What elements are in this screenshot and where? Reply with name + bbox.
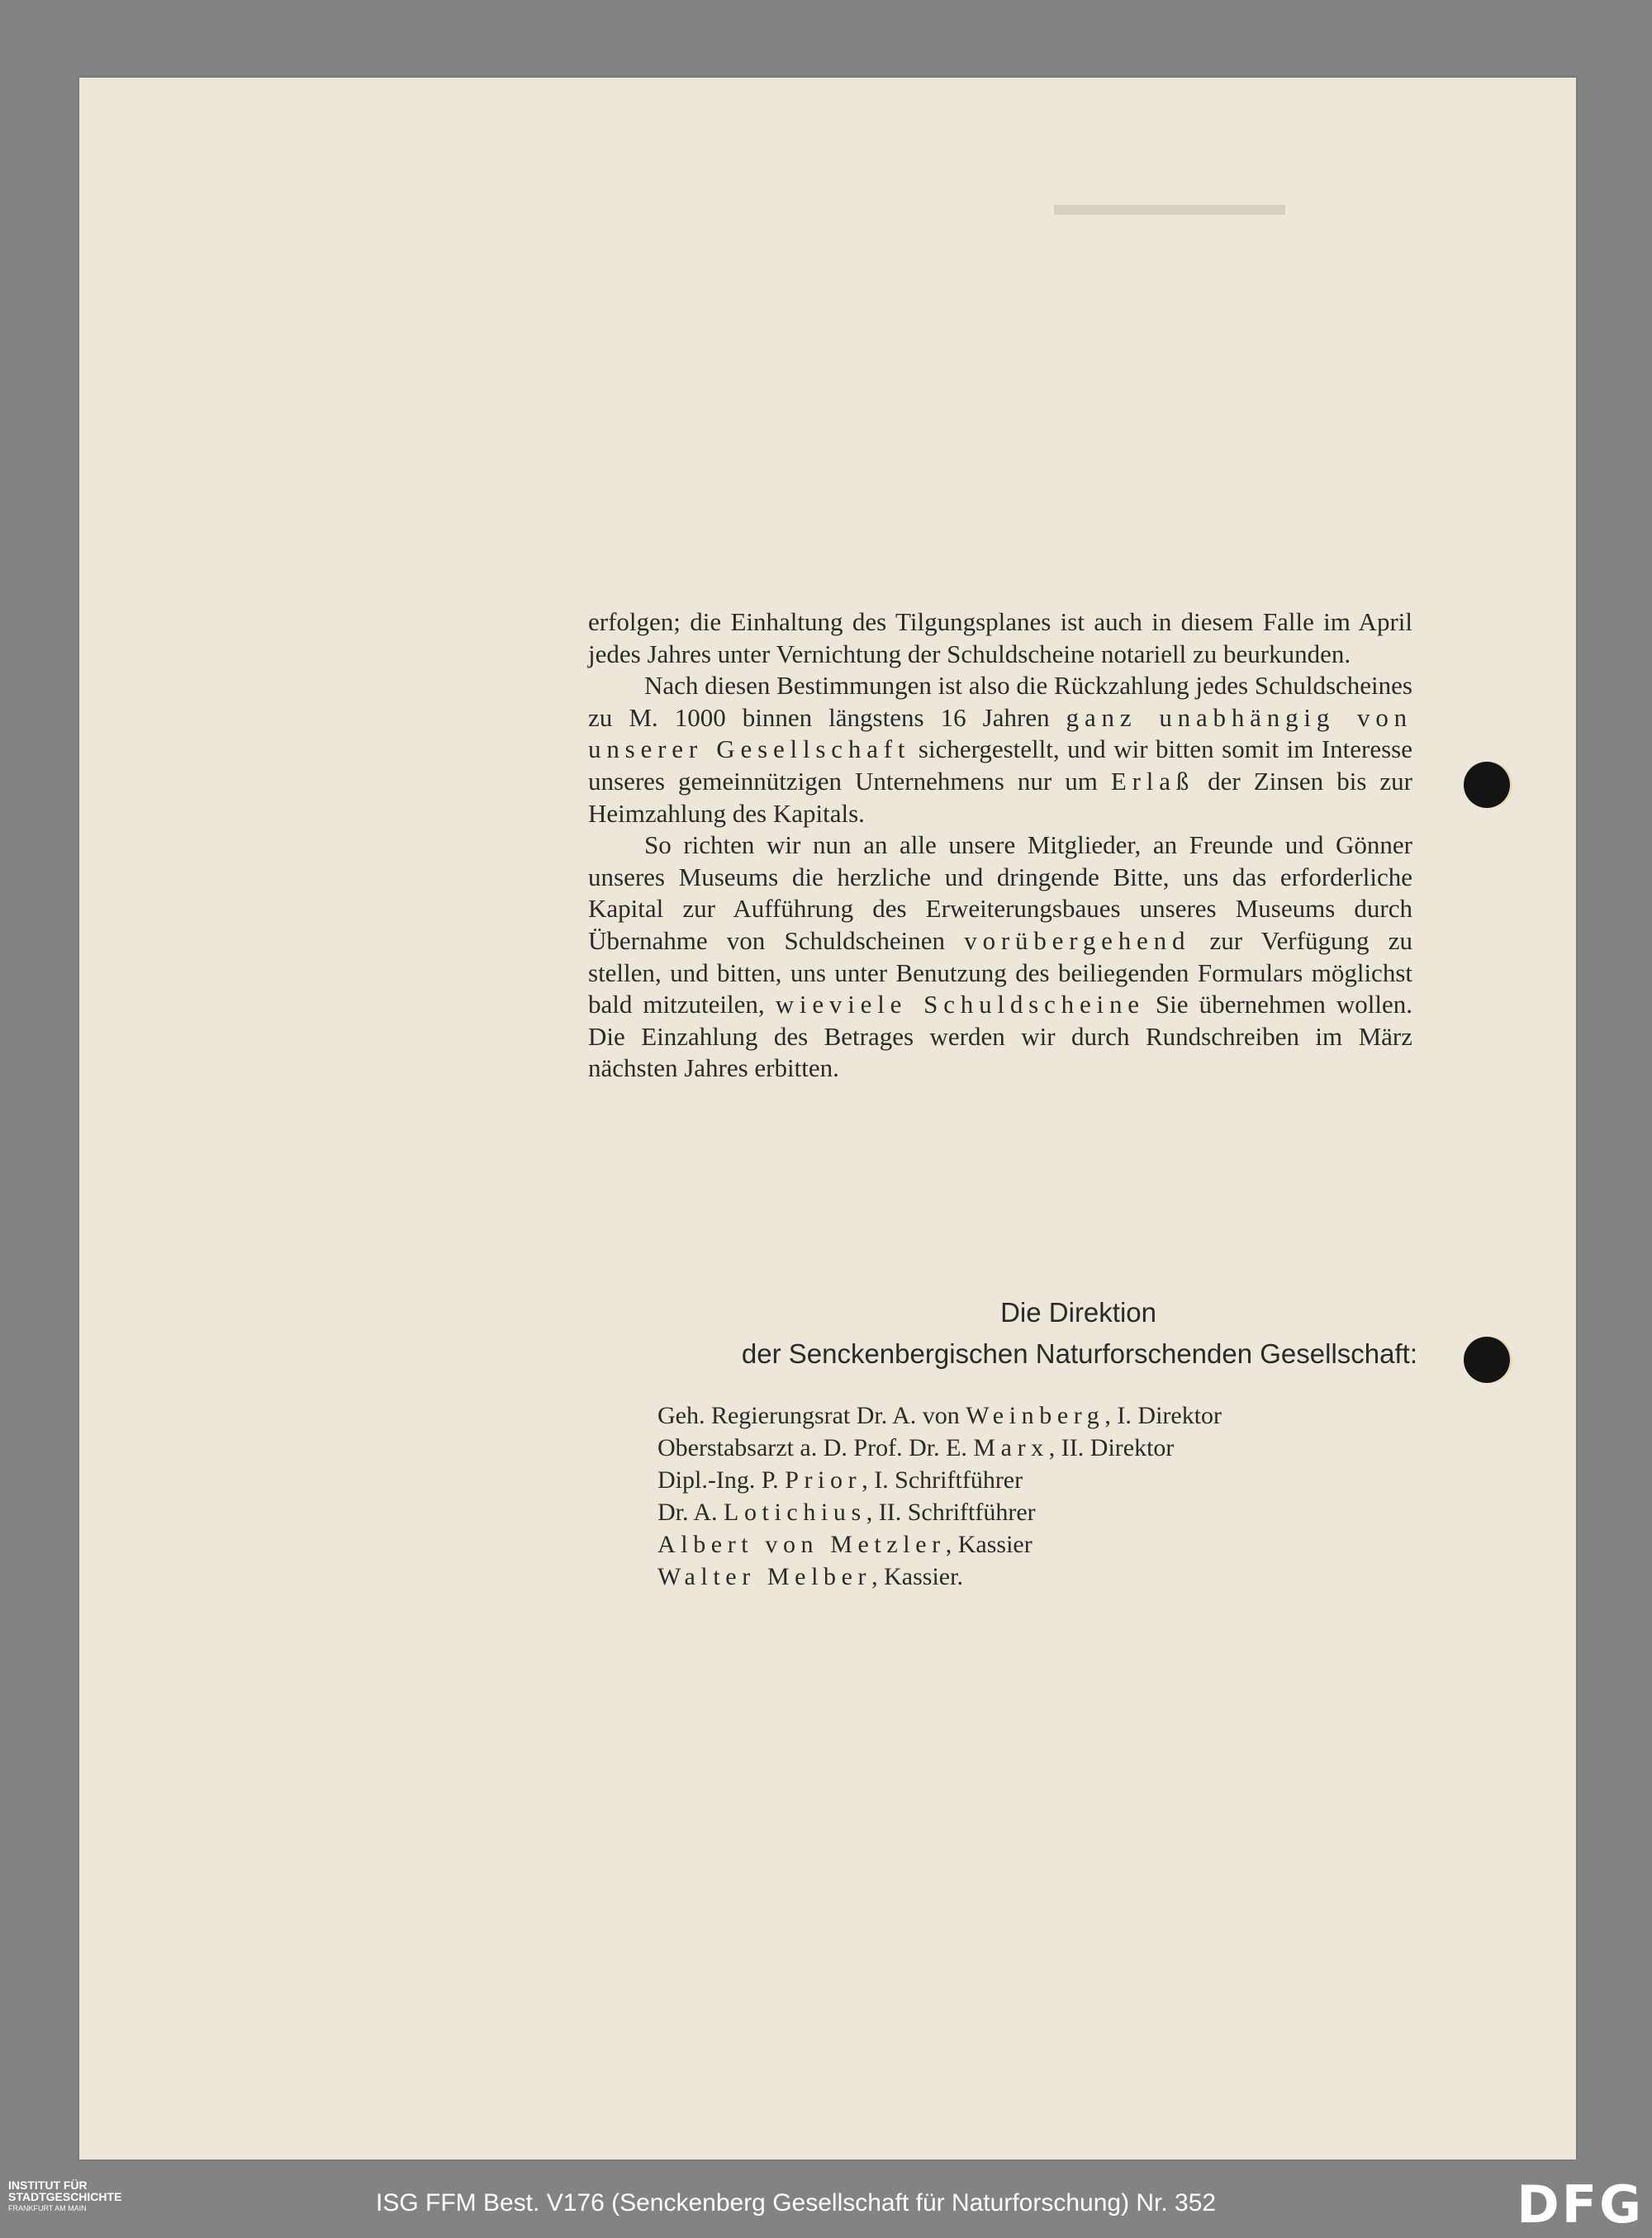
signatory-line: Geh. Regierungsrat Dr. A. von Weinberg, I. Direktor — [657, 1402, 1222, 1429]
inst-line-3: FRANKFURT AM MAIN — [8, 2204, 87, 2212]
document-page — [79, 78, 1576, 2160]
signatory-line: Dr. A. Lotichius, II. Schriftführer — [657, 1499, 1036, 1526]
punch-hole-bottom — [1464, 1337, 1510, 1383]
inst-line-2: STADTGESCHICHTE — [8, 2190, 122, 2203]
letter-body — [588, 606, 1412, 1085]
paragraph-2: Nach diesen Bestimmungen ist also die Rückzahlung jedes Schuldscheines zu M. 1000 binnen längstens 16 Jahren ganz unabhängig von unserer Gesellschaft sichergestellt, und wir bitten somit im Interesse unseres gemeinnützigen Unternehmens nur um Erlaß der Zinsen bis zur Heimzahlung des Kapitals. — [588, 671, 1413, 828]
signature-heading — [542, 1292, 1417, 1375]
punch-hole-top — [1464, 762, 1510, 808]
paragraph-3: So richten wir nun an alle unsere Mitglieder, an Freunde und Gönner unseres Museums die herzliche und dringende Bitte, uns das erforderliche Kapital zur Aufführung des Erweiterungsbaues unseres Museums durch Übernahme von Schuldscheinen vorübergehend zur Verfügung zu stellen, und bitten, uns unter Benutzung des beiliegenden Formulars möglichst bald mitzuteilen, wieviele Schuldscheine Sie übernehmen wollen. Die Einzahlung des Betrages werden wir durch Rundschreiben im März nächsten Jahres erbitten. — [588, 830, 1412, 1083]
bleed-through-letterhead: ▬▬▬▬▬▬▬ — [1054, 186, 1285, 222]
archive-citation: ISG FFM Best. V176 (Senckenberg Gesellschaft für Naturforschung) Nr. 352 — [376, 2189, 1217, 2217]
signatory-line: Walter Melber, Kassier. — [657, 1563, 963, 1590]
archive-footer — [0, 2171, 1652, 2238]
inst-line-1: INSTITUT FÜR — [8, 2179, 88, 2192]
heading-line-1: Die Direktion — [1000, 1297, 1156, 1328]
signatory-line: Dipl.-Ing. P. Prior, I. Schriftführer — [657, 1466, 1023, 1494]
heading-line-2: der Senckenbergischen Naturforschenden Gesellschaft: — [741, 1338, 1417, 1369]
signatories-list — [657, 1399, 1222, 1593]
institute-logo — [8, 2179, 121, 2214]
signatory-line: Albert von Metzler, Kassier — [657, 1531, 1032, 1558]
dfg-logo: DFG — [1517, 2174, 1644, 2235]
signatory-line: Oberstabsarzt a. D. Prof. Dr. E. Marx, II. Direktor — [657, 1434, 1175, 1461]
paragraph-1: erfolgen; die Einhaltung des Tilgungsplanes ist auch in diesem Falle im April jedes Jahres unter Vernichtung der Schuldscheine notariell zu beurkunden. — [588, 607, 1412, 668]
